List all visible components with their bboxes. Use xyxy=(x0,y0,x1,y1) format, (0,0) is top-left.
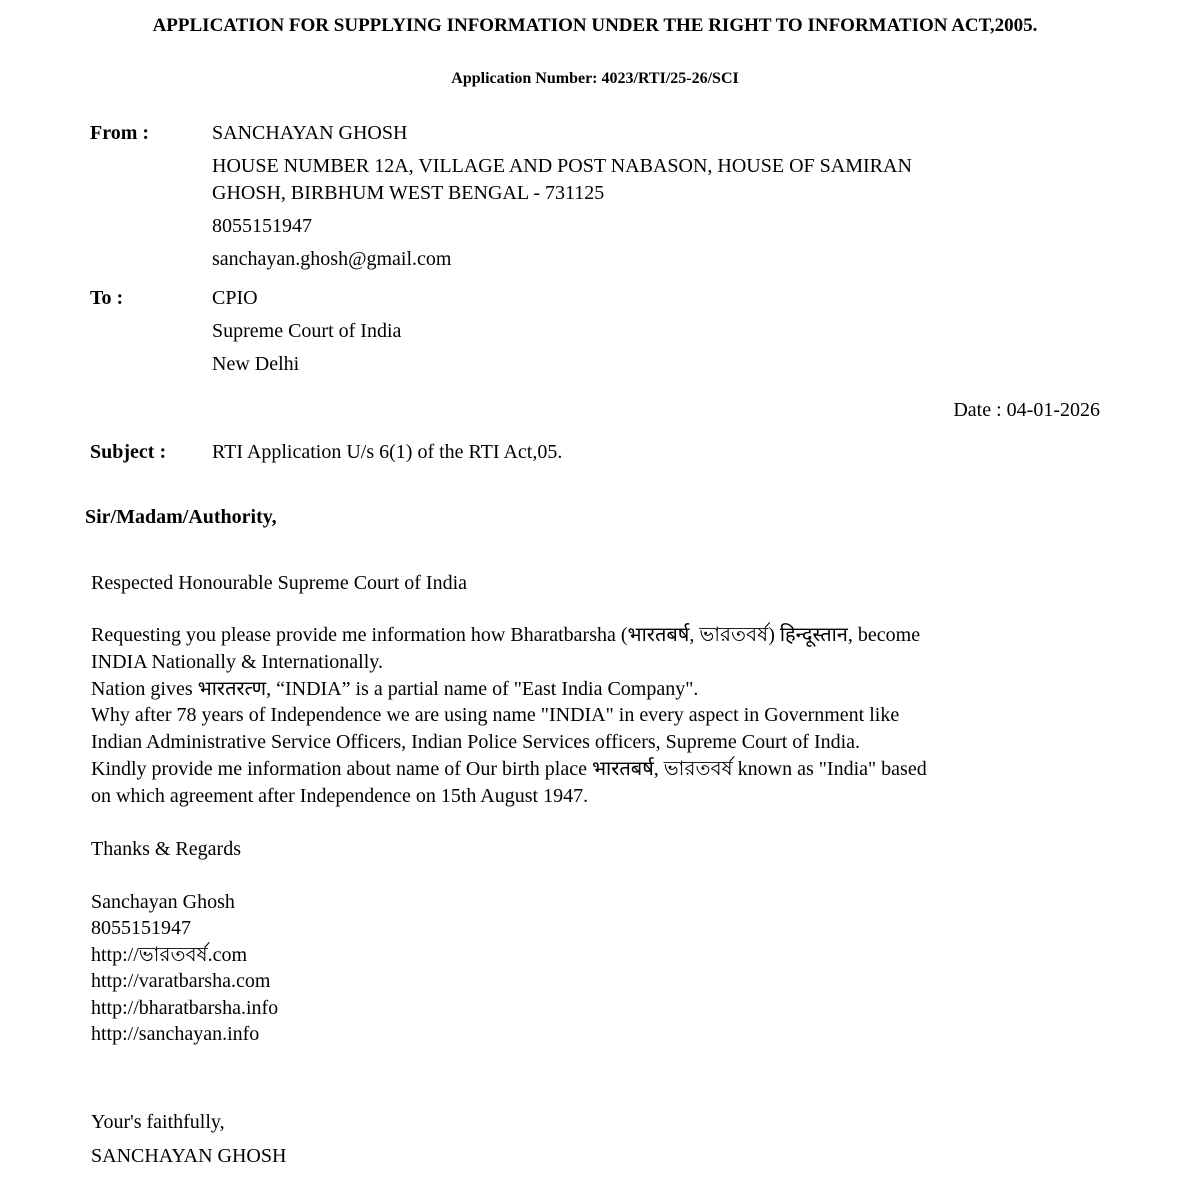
date: Date : 04-01-2026 xyxy=(953,398,1100,421)
sender-name: SANCHAYAN GHOSH xyxy=(212,121,408,144)
subject-label: Subject : xyxy=(90,440,167,463)
body-paragraph xyxy=(91,622,1100,810)
signature-url: http://ভারতবর্ষ.com xyxy=(91,943,248,966)
valediction: Your's faithfully, xyxy=(91,1110,225,1133)
sender-address xyxy=(212,153,1100,207)
signatory-name: SANCHAYAN GHOSH xyxy=(91,1144,287,1167)
recipient-designation: CPIO xyxy=(212,286,258,309)
body-line: Why after 78 years of Independence we are using name "INDIA" in every aspect in Government like xyxy=(91,704,900,727)
subject-text: RTI Application U/s 6(1) of the RTI Act,05. xyxy=(212,440,563,463)
body-line: on which agreement after Independence on 15th August 1947. xyxy=(91,784,589,807)
sender-email: sanchayan.ghosh@gmail.com xyxy=(212,247,452,270)
signature-url: http://sanchayan.info xyxy=(91,1023,260,1046)
from-content xyxy=(212,120,1100,279)
from-label: From : xyxy=(90,121,150,144)
signature-block xyxy=(91,889,1100,1048)
to-section xyxy=(90,285,1100,384)
body-line: Kindly provide me information about name of Our birth place भारतबर्ष, ভারতবর্ষ known as "India" based xyxy=(91,757,927,780)
recipient-organization: Supreme Court of India xyxy=(212,319,402,342)
recipient-city: New Delhi xyxy=(212,352,300,375)
body-line: Requesting you please provide me information how Bharatbarsha (भारतबर्ष, ভারতবর্ষ) हिन्दूस्तान, become xyxy=(91,623,921,646)
body-line: Indian Administrative Service Officers, Indian Police Services officers, Supreme Court of India. xyxy=(91,731,861,754)
from-section xyxy=(90,120,1100,279)
signature-url: http://bharatbarsha.info xyxy=(91,996,279,1019)
signature-name: Sanchayan Ghosh xyxy=(91,890,235,913)
to-content xyxy=(212,285,1100,384)
greeting-line: Respected Honourable Supreme Court of India xyxy=(91,571,468,594)
body-line: INDIA Nationally & Internationally. xyxy=(91,650,383,673)
document-title: APPLICATION FOR SUPPLYING INFORMATION UNDER THE RIGHT TO INFORMATION ACT,2005. xyxy=(152,15,1038,36)
closing-thanks: Thanks & Regards xyxy=(91,837,241,860)
application-number: Application Number: 4023/RTI/25-26/SCI xyxy=(451,69,739,87)
signature-phone: 8055151947 xyxy=(91,917,191,940)
sender-address-line-1: HOUSE NUMBER 12A, VILLAGE AND POST NABASON, HOUSE OF SAMIRAN xyxy=(212,154,912,177)
body-line: Nation gives भारतरत्ण, “INDIA” is a partial name of "East India Company". xyxy=(91,677,699,700)
signature-url: http://varatbarsha.com xyxy=(91,970,271,993)
sender-phone: 8055151947 xyxy=(212,214,312,237)
sender-address-line-2: GHOSH, BIRBHUM WEST BENGAL - 731125 xyxy=(212,181,605,204)
salutation: Sir/Madam/Authority, xyxy=(85,505,277,528)
subject-section xyxy=(90,439,1100,466)
to-label: To : xyxy=(90,286,124,309)
